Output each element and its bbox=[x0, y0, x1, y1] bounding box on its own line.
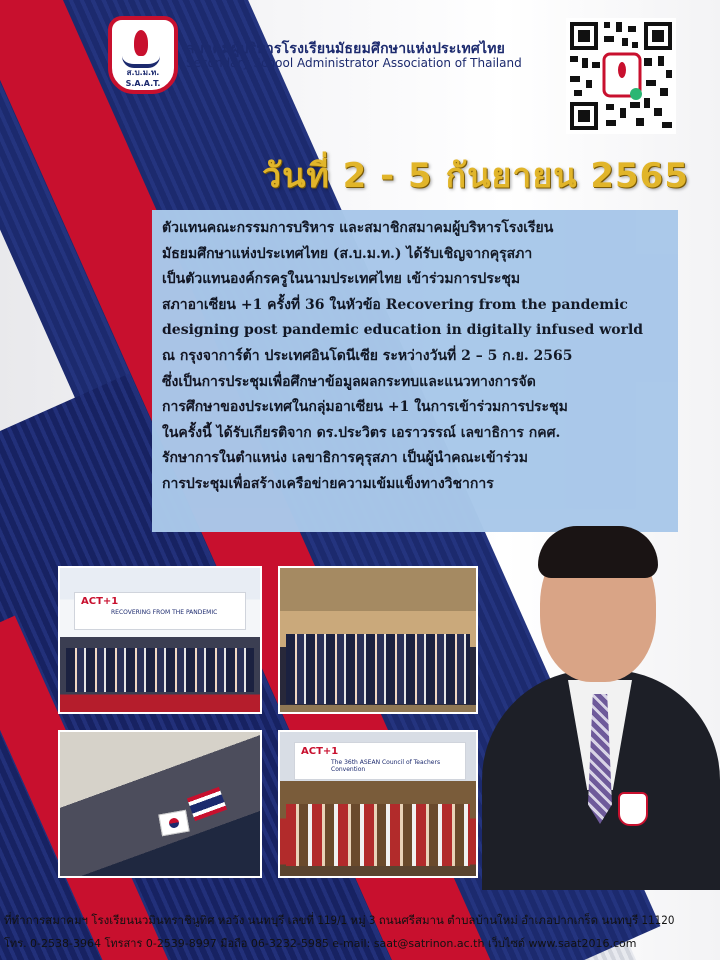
banner-subtitle: The 36th ASEAN Council of Teachers Convention bbox=[331, 759, 441, 773]
portrait-photo bbox=[482, 524, 720, 890]
body-line: การศึกษาของประเทศในกลุ่มอาเซียน +1 ในการเข้าร่วมการประชุม bbox=[162, 399, 568, 416]
body-line: รักษาการในตำแหน่ง เลขาธิการคุรุสภา เป็นผู้นำคณะเข้าร่วม bbox=[162, 450, 529, 467]
thailand-flag-icon bbox=[187, 787, 227, 821]
photo-conference-stage bbox=[58, 566, 262, 714]
body-line: มัธยมศึกษาแห่งประเทศไทย (ส.บ.ม.ท.) ได้รับเชิญจากคุรุสภา bbox=[162, 245, 533, 262]
body-line: ในครั้งนี้ ได้รับเกียรติจาก ดร.ประวิตร เอราวรรณ์ เลขาธิการ กคศ. bbox=[162, 424, 561, 441]
association-pin-icon bbox=[618, 792, 648, 826]
body-line: ตัวแทนคณะกรรมการบริหาร และสมาชิกสมาคมผู้บริหารโรงเรียน bbox=[162, 220, 554, 236]
body-line: การประชุมเพื่อสร้างเครือข่ายความเข้มแข็งทางวิชาการ bbox=[162, 475, 494, 492]
banner-title: ACT+1 bbox=[81, 596, 119, 607]
body-line: เป็นตัวแทนองค์กรครูในนามประเทศไทย เข้าร่วมการประชุม bbox=[162, 271, 521, 288]
banner-subtitle: RECOVERING FROM THE PANDEMIC bbox=[111, 609, 218, 616]
photo-souvenir-exchange bbox=[58, 730, 262, 878]
banner-title: ACT+1 bbox=[301, 746, 339, 757]
announcement-text-box bbox=[152, 210, 678, 532]
qr-code-icon[interactable] bbox=[566, 18, 676, 134]
logo-caption: ส.บ.ม.ท. S.A.A.T. bbox=[125, 68, 161, 88]
body-line: ณ กรุงจาการ์ต้า ประเทศอินโดนีเซีย ระหว่างวันที่ 2 – 5 ก.ย. 2565 bbox=[162, 347, 573, 364]
conference-banner bbox=[74, 592, 246, 630]
association-logo bbox=[108, 16, 178, 94]
body-line: designing post pandemic education in digitally infused world bbox=[162, 322, 644, 339]
hair bbox=[538, 526, 658, 578]
photo-traditional-costume bbox=[278, 730, 478, 878]
group-of-delegates bbox=[66, 648, 254, 692]
body-line: สภาอาเซียน +1 ครั้งที่ 36 ในหัวข้อ Recovering from the pandemic bbox=[162, 296, 628, 313]
body-line: ซึ่งเป็นการประชุมเพื่อศึกษาข้อมูลผลกระทบและแนวทางการจัด bbox=[162, 373, 536, 390]
event-date-heading: วันที่ 2 - 5 กันยายน 2565 bbox=[262, 156, 689, 196]
group-of-delegates bbox=[286, 634, 470, 704]
org-name-thai: สมาคมผู้บริหารโรงเรียนมัธยมศึกษาแห่งประเทศไทย bbox=[186, 41, 506, 57]
footer-contact: โทร. 0-2538-3964 โทรสาร 0-2539-8997 มือถือ 06-3232-5985 e-mail: saat@satrinon.ac.th เว็บไซต์ www.saat2016.com bbox=[4, 937, 637, 950]
org-name-english: Secondary School Administrator Association of Thailand bbox=[186, 56, 522, 70]
conference-banner bbox=[294, 742, 466, 780]
photo-group-hall bbox=[278, 566, 478, 714]
group-of-delegates bbox=[286, 804, 470, 866]
footer-address: ที่ทำการสมาคมฯ โรงเรียนนวมินทราชินูทิศ หอวัง นนทบุรี เลขที่ 119/1 หมู่ 3 ถนนศรีสมาน ตำบลบ้านใหม่ อำเภอปากเกร็ด นนทบุรี 11120 bbox=[4, 913, 675, 927]
flame-icon bbox=[134, 30, 148, 56]
announcement-body bbox=[152, 210, 678, 504]
korea-flag-icon bbox=[158, 810, 189, 837]
